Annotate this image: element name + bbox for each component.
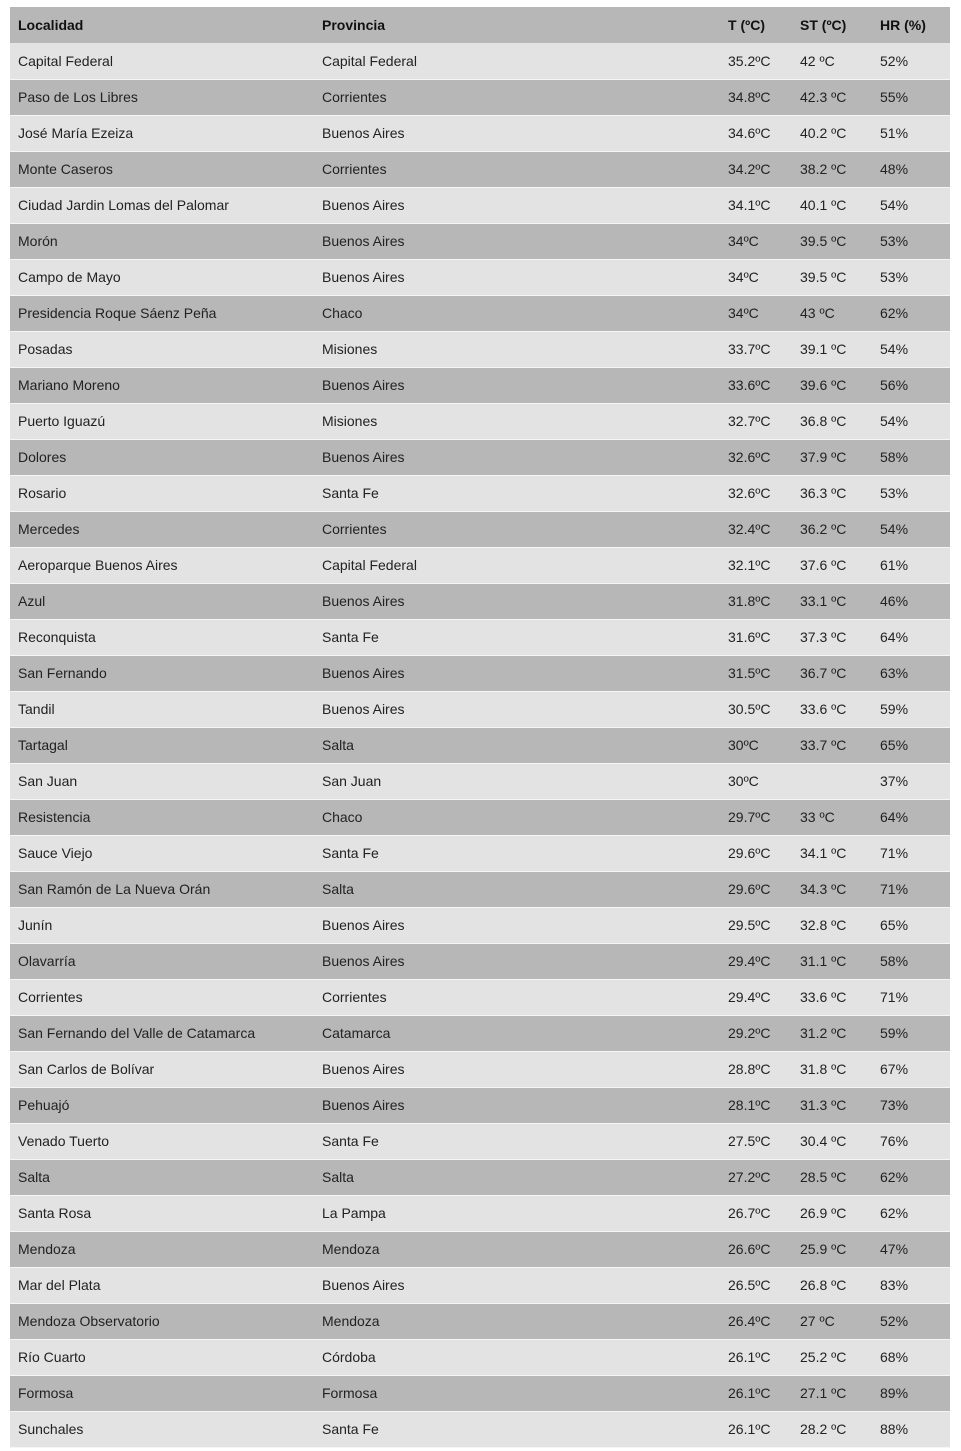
cell-humidity: 51% [872, 115, 950, 151]
cell-temperature: 32.6ºC [720, 439, 792, 475]
cell-provincia: Santa Fe [314, 1123, 720, 1159]
cell-provincia: Misiones [314, 331, 720, 367]
cell-humidity: 55% [872, 79, 950, 115]
cell-thermal-sensation: 40.2 ºC [792, 115, 872, 151]
table-row [10, 403, 950, 439]
cell-thermal-sensation: 39.5 ºC [792, 259, 872, 295]
table-row [10, 1231, 950, 1267]
cell-humidity: 64% [872, 799, 950, 835]
table-row [10, 1123, 950, 1159]
cell-temperature: 33.6ºC [720, 367, 792, 403]
cell-provincia: Mendoza [314, 1231, 720, 1267]
cell-provincia: Mendoza [314, 1303, 720, 1339]
cell-thermal-sensation: 31.8 ºC [792, 1051, 872, 1087]
cell-humidity: 59% [872, 1015, 950, 1051]
table-row [10, 511, 950, 547]
table-row [10, 979, 950, 1015]
cell-humidity: 61% [872, 547, 950, 583]
table-row [10, 331, 950, 367]
header-temperature: T (ºC) [728, 17, 765, 33]
cell-temperature: 29.6ºC [720, 871, 792, 907]
cell-humidity: 73% [872, 1087, 950, 1123]
cell-humidity: 63% [872, 655, 950, 691]
cell-humidity: 46% [872, 583, 950, 619]
cell-localidad: San Fernando del Valle de Catamarca [10, 1015, 314, 1051]
cell-temperature: 29.4ºC [720, 979, 792, 1015]
cell-thermal-sensation: 28.5 ºC [792, 1159, 872, 1195]
cell-provincia: Buenos Aires [314, 439, 720, 475]
cell-provincia: Salta [314, 1159, 720, 1195]
table-row [10, 547, 950, 583]
cell-thermal-sensation: 33 ºC [792, 799, 872, 835]
cell-provincia: San Juan [314, 763, 720, 799]
cell-provincia: Corrientes [314, 79, 720, 115]
cell-localidad: Junín [10, 907, 314, 943]
cell-provincia: Chaco [314, 799, 720, 835]
cell-humidity: 62% [872, 295, 950, 331]
cell-localidad: Dolores [10, 439, 314, 475]
cell-temperature: 27.5ºC [720, 1123, 792, 1159]
cell-thermal-sensation: 34.1 ºC [792, 835, 872, 871]
cell-provincia: Buenos Aires [314, 1051, 720, 1087]
cell-localidad: Sunchales [10, 1411, 314, 1447]
cell-localidad: Rosario [10, 475, 314, 511]
cell-temperature: 29.4ºC [720, 943, 792, 979]
cell-thermal-sensation: 38.2 ºC [792, 151, 872, 187]
weather-table [10, 7, 950, 1448]
cell-temperature: 31.8ºC [720, 583, 792, 619]
table-row [10, 1339, 950, 1375]
cell-temperature: 26.1ºC [720, 1375, 792, 1411]
table-row [10, 367, 950, 403]
cell-localidad: Río Cuarto [10, 1339, 314, 1375]
cell-thermal-sensation: 36.3 ºC [792, 475, 872, 511]
cell-provincia: Buenos Aires [314, 367, 720, 403]
cell-provincia: Formosa [314, 1375, 720, 1411]
cell-localidad: Campo de Mayo [10, 259, 314, 295]
table-row [10, 727, 950, 763]
table-row [10, 115, 950, 151]
cell-thermal-sensation: 26.9 ºC [792, 1195, 872, 1231]
cell-thermal-sensation: 39.6 ºC [792, 367, 872, 403]
cell-provincia: Buenos Aires [314, 259, 720, 295]
cell-provincia: Chaco [314, 295, 720, 331]
cell-humidity: 54% [872, 187, 950, 223]
cell-temperature: 32.6ºC [720, 475, 792, 511]
cell-localidad: Sauce Viejo [10, 835, 314, 871]
cell-localidad: Presidencia Roque Sáenz Peña [10, 295, 314, 331]
cell-temperature: 31.6ºC [720, 619, 792, 655]
cell-localidad: Mariano Moreno [10, 367, 314, 403]
table-row [10, 871, 950, 907]
cell-provincia: Misiones [314, 403, 720, 439]
cell-thermal-sensation: 28.2 ºC [792, 1411, 872, 1447]
cell-humidity: 37% [872, 763, 950, 799]
cell-thermal-sensation: 31.2 ºC [792, 1015, 872, 1051]
cell-temperature: 32.7ºC [720, 403, 792, 439]
cell-thermal-sensation: 36.7 ºC [792, 655, 872, 691]
header-thermal-sensation: ST (ºC) [800, 17, 847, 33]
cell-thermal-sensation: 43 ºC [792, 295, 872, 331]
table-row [10, 655, 950, 691]
cell-thermal-sensation: 31.3 ºC [792, 1087, 872, 1123]
cell-localidad: Tandil [10, 691, 314, 727]
cell-temperature: 32.1ºC [720, 547, 792, 583]
cell-humidity: 48% [872, 151, 950, 187]
table-row [10, 1267, 950, 1303]
cell-temperature: 30.5ºC [720, 691, 792, 727]
cell-provincia: Corrientes [314, 151, 720, 187]
table-row [10, 475, 950, 511]
cell-thermal-sensation: 27 ºC [792, 1303, 872, 1339]
cell-localidad: San Juan [10, 763, 314, 799]
cell-temperature: 35.2ºC [720, 43, 792, 79]
cell-provincia: Corrientes [314, 511, 720, 547]
cell-thermal-sensation: 30.4 ºC [792, 1123, 872, 1159]
cell-humidity: 58% [872, 439, 950, 475]
cell-temperature: 29.6ºC [720, 835, 792, 871]
cell-localidad: Paso de Los Libres [10, 79, 314, 115]
cell-humidity: 47% [872, 1231, 950, 1267]
cell-humidity: 52% [872, 43, 950, 79]
cell-thermal-sensation: 36.2 ºC [792, 511, 872, 547]
cell-temperature: 30ºC [720, 763, 792, 799]
cell-localidad: Tartagal [10, 727, 314, 763]
cell-provincia: Santa Fe [314, 835, 720, 871]
cell-temperature: 34ºC [720, 223, 792, 259]
table-header [10, 7, 950, 43]
cell-localidad: Posadas [10, 331, 314, 367]
cell-provincia: Buenos Aires [314, 583, 720, 619]
cell-humidity: 71% [872, 835, 950, 871]
table-row [10, 835, 950, 871]
cell-localidad: Reconquista [10, 619, 314, 655]
cell-temperature: 29.2ºC [720, 1015, 792, 1051]
cell-humidity: 64% [872, 619, 950, 655]
cell-thermal-sensation: 33.6 ºC [792, 979, 872, 1015]
cell-localidad: San Fernando [10, 655, 314, 691]
cell-provincia: Buenos Aires [314, 943, 720, 979]
table-row [10, 907, 950, 943]
table-row [10, 619, 950, 655]
cell-localidad: Pehuajó [10, 1087, 314, 1123]
cell-humidity: 76% [872, 1123, 950, 1159]
cell-localidad: Ciudad Jardin Lomas del Palomar [10, 187, 314, 223]
table-row [10, 1375, 950, 1411]
cell-temperature: 26.1ºC [720, 1411, 792, 1447]
cell-provincia: Santa Fe [314, 1411, 720, 1447]
cell-provincia: Capital Federal [314, 547, 720, 583]
cell-temperature: 30ºC [720, 727, 792, 763]
cell-localidad: Corrientes [10, 979, 314, 1015]
table-row [10, 43, 950, 79]
cell-temperature: 34.6ºC [720, 115, 792, 151]
cell-humidity: 59% [872, 691, 950, 727]
cell-thermal-sensation: 25.2 ºC [792, 1339, 872, 1375]
table-row [10, 691, 950, 727]
table-row [10, 763, 950, 799]
cell-thermal-sensation: 33.6 ºC [792, 691, 872, 727]
table-row [10, 943, 950, 979]
cell-localidad: Venado Tuerto [10, 1123, 314, 1159]
cell-humidity: 65% [872, 907, 950, 943]
cell-localidad: Mendoza [10, 1231, 314, 1267]
cell-thermal-sensation: 39.1 ºC [792, 331, 872, 367]
cell-humidity: 53% [872, 223, 950, 259]
cell-temperature: 34ºC [720, 259, 792, 295]
table-row [10, 1015, 950, 1051]
cell-humidity: 71% [872, 871, 950, 907]
cell-humidity: 54% [872, 511, 950, 547]
cell-humidity: 53% [872, 259, 950, 295]
cell-localidad: Formosa [10, 1375, 314, 1411]
cell-temperature: 34.1ºC [720, 187, 792, 223]
cell-localidad: Mercedes [10, 511, 314, 547]
cell-temperature: 26.4ºC [720, 1303, 792, 1339]
cell-temperature: 26.6ºC [720, 1231, 792, 1267]
cell-humidity: 89% [872, 1375, 950, 1411]
cell-provincia: Salta [314, 727, 720, 763]
cell-humidity: 83% [872, 1267, 950, 1303]
table-row [10, 439, 950, 475]
cell-temperature: 27.2ºC [720, 1159, 792, 1195]
cell-humidity: 58% [872, 943, 950, 979]
table-row [10, 1195, 950, 1231]
cell-humidity: 62% [872, 1159, 950, 1195]
cell-humidity: 52% [872, 1303, 950, 1339]
cell-localidad: Capital Federal [10, 43, 314, 79]
cell-localidad: Santa Rosa [10, 1195, 314, 1231]
cell-temperature: 28.8ºC [720, 1051, 792, 1087]
cell-thermal-sensation: 42.3 ºC [792, 79, 872, 115]
cell-temperature: 29.5ºC [720, 907, 792, 943]
header-row [10, 7, 950, 43]
cell-provincia: Buenos Aires [314, 691, 720, 727]
cell-provincia: Buenos Aires [314, 1267, 720, 1303]
cell-thermal-sensation: 27.1 ºC [792, 1375, 872, 1411]
cell-thermal-sensation: 33.1 ºC [792, 583, 872, 619]
header-localidad: Localidad [18, 17, 84, 33]
table-row [10, 223, 950, 259]
table-row [10, 187, 950, 223]
cell-temperature: 29.7ºC [720, 799, 792, 835]
cell-localidad: Mendoza Observatorio [10, 1303, 314, 1339]
cell-localidad: Resistencia [10, 799, 314, 835]
cell-temperature: 26.1ºC [720, 1339, 792, 1375]
cell-provincia: Buenos Aires [314, 655, 720, 691]
cell-localidad: Monte Caseros [10, 151, 314, 187]
cell-thermal-sensation [792, 763, 872, 799]
cell-provincia: Buenos Aires [314, 187, 720, 223]
cell-temperature: 33.7ºC [720, 331, 792, 367]
cell-temperature: 32.4ºC [720, 511, 792, 547]
cell-provincia: Córdoba [314, 1339, 720, 1375]
cell-humidity: 88% [872, 1411, 950, 1447]
cell-humidity: 54% [872, 403, 950, 439]
cell-humidity: 54% [872, 331, 950, 367]
table-row [10, 79, 950, 115]
cell-thermal-sensation: 26.8 ºC [792, 1267, 872, 1303]
table-row [10, 1051, 950, 1087]
cell-provincia: Salta [314, 871, 720, 907]
cell-temperature: 26.7ºC [720, 1195, 792, 1231]
cell-humidity: 65% [872, 727, 950, 763]
table-row [10, 1087, 950, 1123]
table-body [10, 43, 950, 1447]
cell-provincia: La Pampa [314, 1195, 720, 1231]
cell-thermal-sensation: 40.1 ºC [792, 187, 872, 223]
cell-thermal-sensation: 31.1 ºC [792, 943, 872, 979]
cell-thermal-sensation: 37.6 ºC [792, 547, 872, 583]
cell-provincia: Buenos Aires [314, 115, 720, 151]
cell-thermal-sensation: 37.9 ºC [792, 439, 872, 475]
cell-temperature: 34ºC [720, 295, 792, 331]
cell-provincia: Buenos Aires [314, 907, 720, 943]
cell-thermal-sensation: 39.5 ºC [792, 223, 872, 259]
cell-localidad: José María Ezeiza [10, 115, 314, 151]
cell-thermal-sensation: 25.9 ºC [792, 1231, 872, 1267]
table-row [10, 1411, 950, 1447]
cell-localidad: San Carlos de Bolívar [10, 1051, 314, 1087]
cell-localidad: Salta [10, 1159, 314, 1195]
cell-thermal-sensation: 33.7 ºC [792, 727, 872, 763]
table-row [10, 259, 950, 295]
cell-thermal-sensation: 36.8 ºC [792, 403, 872, 439]
cell-temperature: 28.1ºC [720, 1087, 792, 1123]
cell-provincia: Catamarca [314, 1015, 720, 1051]
table-row [10, 799, 950, 835]
header-provincia: Provincia [322, 17, 386, 33]
cell-provincia: Buenos Aires [314, 223, 720, 259]
cell-humidity: 62% [872, 1195, 950, 1231]
cell-temperature: 34.2ºC [720, 151, 792, 187]
cell-provincia: Corrientes [314, 979, 720, 1015]
cell-temperature: 26.5ºC [720, 1267, 792, 1303]
cell-humidity: 56% [872, 367, 950, 403]
table-row [10, 1159, 950, 1195]
weather-table-container [10, 7, 950, 1448]
cell-localidad: San Ramón de La Nueva Orán [10, 871, 314, 907]
cell-thermal-sensation: 37.3 ºC [792, 619, 872, 655]
cell-thermal-sensation: 32.8 ºC [792, 907, 872, 943]
cell-localidad: Puerto Iguazú [10, 403, 314, 439]
cell-localidad: Morón [10, 223, 314, 259]
table-row [10, 151, 950, 187]
cell-humidity: 68% [872, 1339, 950, 1375]
cell-thermal-sensation: 34.3 ºC [792, 871, 872, 907]
cell-provincia: Capital Federal [314, 43, 720, 79]
cell-provincia: Santa Fe [314, 619, 720, 655]
cell-provincia: Santa Fe [314, 475, 720, 511]
cell-humidity: 67% [872, 1051, 950, 1087]
table-row [10, 1303, 950, 1339]
cell-humidity: 71% [872, 979, 950, 1015]
cell-temperature: 34.8ºC [720, 79, 792, 115]
cell-localidad: Mar del Plata [10, 1267, 314, 1303]
cell-humidity: 53% [872, 475, 950, 511]
cell-localidad: Aeroparque Buenos Aires [10, 547, 314, 583]
table-row [10, 583, 950, 619]
table-row [10, 295, 950, 331]
header-humidity: HR (%) [880, 17, 926, 33]
cell-localidad: Azul [10, 583, 314, 619]
cell-temperature: 31.5ºC [720, 655, 792, 691]
cell-localidad: Olavarría [10, 943, 314, 979]
cell-thermal-sensation: 42 ºC [792, 43, 872, 79]
cell-provincia: Buenos Aires [314, 1087, 720, 1123]
